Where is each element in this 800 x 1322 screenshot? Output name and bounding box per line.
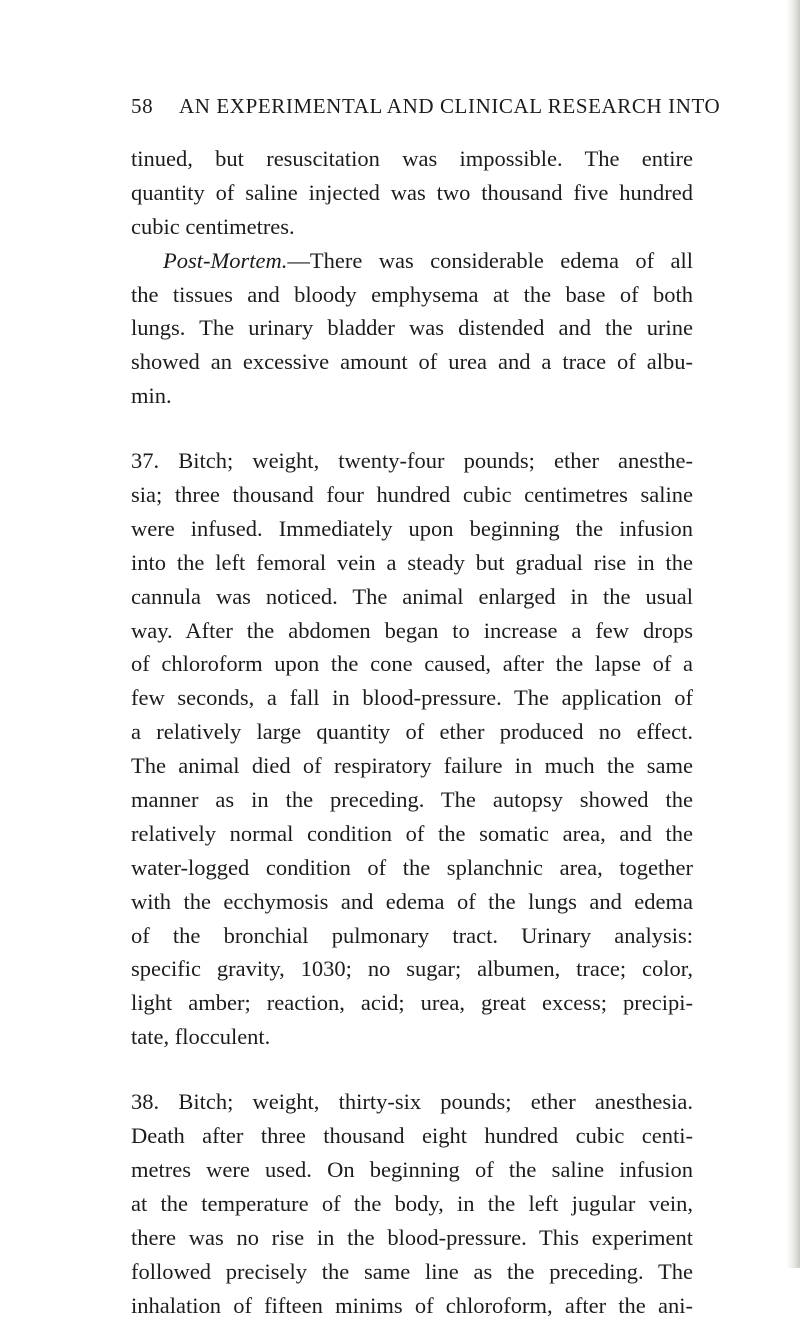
text-line: the tissues and bloody emphysema at the base of both bbox=[131, 278, 693, 312]
running-header bbox=[131, 94, 691, 119]
text-line: The animal died of respiratory failure in much the same bbox=[131, 749, 693, 783]
paragraph-experiment-37 bbox=[131, 444, 693, 1054]
text-line bbox=[131, 244, 693, 278]
text-line: 38. Bitch; weight, thirty-six pounds; ether anesthesia. bbox=[131, 1085, 693, 1119]
page-edge-shadow bbox=[786, 0, 800, 1268]
text-line: of the bronchial pulmonary tract. Urinary analysis: bbox=[131, 919, 693, 953]
text-line: 37. Bitch; weight, twenty-four pounds; ether anesthe- bbox=[131, 444, 693, 478]
paragraph-experiment-38 bbox=[131, 1085, 693, 1322]
text-line: were infused. Immediately upon beginning the infusion bbox=[131, 512, 693, 546]
paragraph-1 bbox=[131, 142, 693, 244]
text-line: light amber; reaction, acid; urea, great excess; precipi- bbox=[131, 986, 693, 1020]
text-line: showed an excessive amount of urea and a trace of albu- bbox=[131, 345, 693, 379]
text-line: with the ecchymosis and edema of the lungs and edema bbox=[131, 885, 693, 919]
paragraph-gap bbox=[131, 1054, 693, 1085]
text-line: Death after three thousand eight hundred cubic centi- bbox=[131, 1119, 693, 1153]
body-text bbox=[131, 142, 693, 1322]
page-number: 58 bbox=[131, 94, 179, 119]
text-line: followed precisely the same line as the preceding. The bbox=[131, 1255, 693, 1289]
post-mortem-heading: Post-Mortem. bbox=[163, 248, 287, 273]
text-line: there was no rise in the blood-pressure. This experiment bbox=[131, 1221, 693, 1255]
text-line: way. After the abdomen began to increase a few drops bbox=[131, 614, 693, 648]
text-line: metres were used. On beginning of the saline infusion bbox=[131, 1153, 693, 1187]
text-line: relatively normal condition of the somatic area, and the bbox=[131, 817, 693, 851]
text-line: min. bbox=[131, 379, 693, 413]
text-line: of chloroform upon the cone caused, after the lapse of a bbox=[131, 647, 693, 681]
text-line: tate, flocculent. bbox=[131, 1020, 693, 1054]
text-line: manner as in the preceding. The autopsy showed the bbox=[131, 783, 693, 817]
text-line: inhalation of fifteen minims of chloroform, after the ani- bbox=[131, 1289, 693, 1322]
text-line: cannula was noticed. The animal enlarged in the usual bbox=[131, 580, 693, 614]
post-mortem-first-line: —There was considerable edema of all bbox=[287, 248, 693, 273]
text-line: specific gravity, 1030; no sugar; albumen, trace; color, bbox=[131, 952, 693, 986]
text-line: few seconds, a fall in blood-pressure. The application of bbox=[131, 681, 693, 715]
text-line: a relatively large quantity of ether produced no effect. bbox=[131, 715, 693, 749]
text-line: water-logged condition of the splanchnic area, together bbox=[131, 851, 693, 885]
text-line: lungs. The urinary bladder was distended and the urine bbox=[131, 311, 693, 345]
text-line: into the left femoral vein a steady but gradual rise in the bbox=[131, 546, 693, 580]
text-line: sia; three thousand four hundred cubic centimetres saline bbox=[131, 478, 693, 512]
running-title: AN EXPERIMENTAL AND CLINICAL RESEARCH INTO bbox=[179, 94, 720, 118]
paragraph-post-mortem bbox=[131, 244, 693, 413]
text-line: tinued, but resuscitation was impossible. The entire bbox=[131, 142, 693, 176]
text-line: quantity of saline injected was two thousand five hundred bbox=[131, 176, 693, 210]
text-line: cubic centimetres. bbox=[131, 210, 693, 244]
text-line: at the temperature of the body, in the left jugular vein, bbox=[131, 1187, 693, 1221]
paragraph-gap bbox=[131, 413, 693, 444]
